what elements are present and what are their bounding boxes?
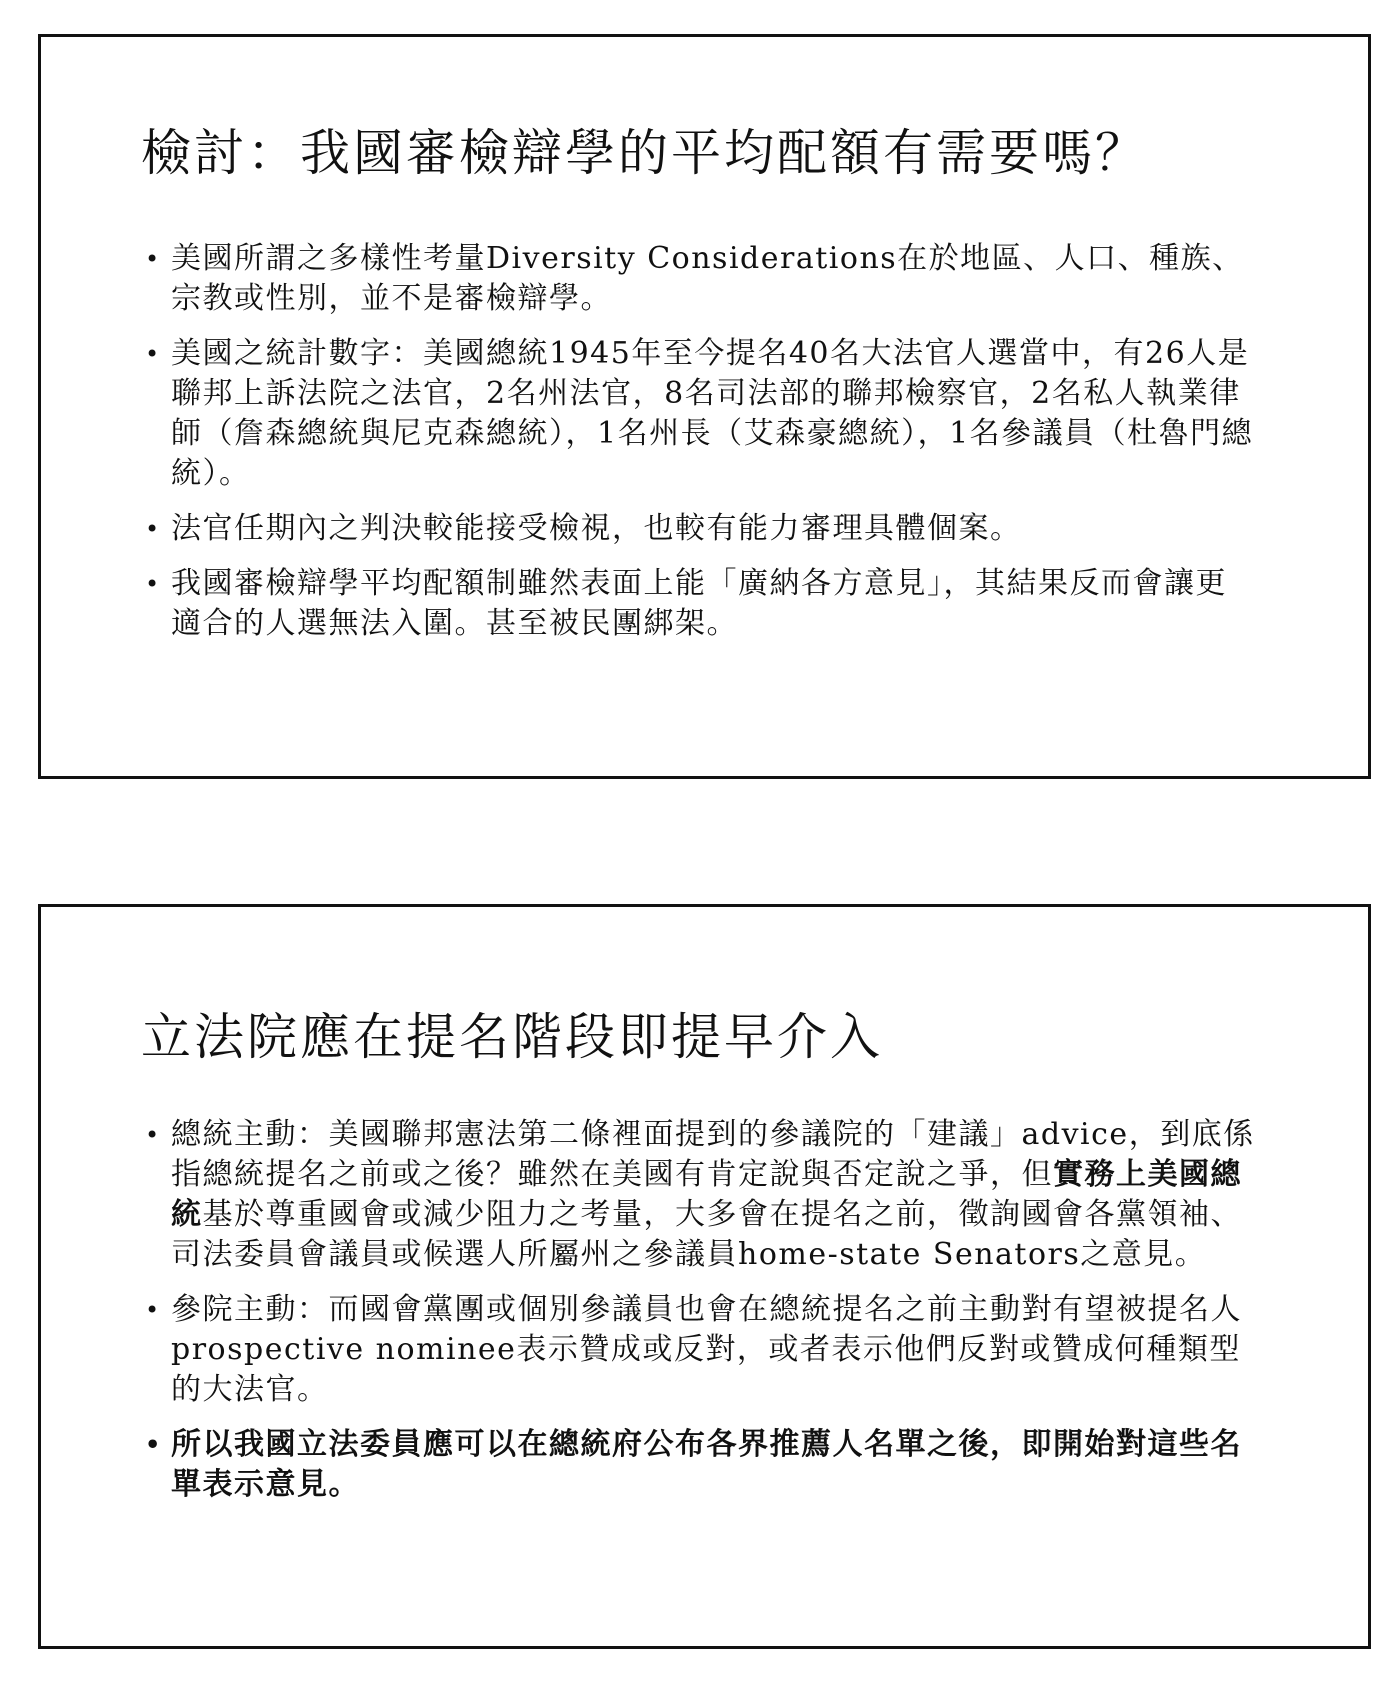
- slide-1-bullet-list: [141, 239, 1258, 659]
- slide-2-title: 立法院應在提名階段即提早介入: [141, 1008, 883, 1066]
- slide-2: [38, 904, 1371, 1649]
- bullet-item: [141, 1425, 1258, 1505]
- bullet-item: [141, 1290, 1258, 1410]
- bullet-text: 法官任期內之判決較能接受檢視，也較有能力審理具體個案。: [171, 511, 1022, 546]
- slide-2-bullet-list: [141, 1115, 1258, 1520]
- slide-1-title: 檢討：我國審檢辯學的平均配額有需要嗎？: [141, 124, 1148, 182]
- bullet-bold-text: 實務上美國總統: [171, 1157, 1242, 1232]
- bullet-dot-icon: •: [145, 1296, 161, 1324]
- bullet-dot-icon: •: [145, 1121, 161, 1149]
- bullet-dot-icon: •: [145, 245, 161, 273]
- bullet-text: 基於尊重國會或減少阻力之考量，大多會在提名之前，徵詢國會各黨領袖、司法委員會議員或候選人所屬州之參議員home-state Senators之意見。: [171, 1197, 1242, 1272]
- bullet-dot-icon: •: [145, 570, 161, 598]
- bullet-item: [141, 334, 1258, 494]
- slide-1: [38, 34, 1371, 779]
- bullet-dot-icon: •: [145, 515, 161, 543]
- bullet-text: 美國之統計數字：美國總統1945年至今提名40名大法官人選當中，有26人是聯邦上訴法院之法官，2名州法官，8名司法部的聯邦檢察官，2名私人執業律師（詹森總統與尼克森總統），1名州長（艾森豪總統），1名參議員（杜魯門總統）。: [171, 336, 1254, 491]
- bullet-text: 參院主動：而國會黨團或個別參議員也會在總統提名之前主動對有望被提名人prospective nominee表示贊成或反對，或者表示他們反對或贊成何種類型的大法官。: [171, 1292, 1242, 1407]
- bullet-dot-icon: •: [145, 1430, 162, 1459]
- bullet-item: [141, 239, 1258, 319]
- bullet-item: [141, 564, 1258, 644]
- bullet-text: 總統主動：美國聯邦憲法第二條裡面提到的參議院的「建議」advice，到底係指總統提名之前或之後？雖然在美國有肯定說與否定說之爭，但: [171, 1117, 1255, 1192]
- bullet-item: [141, 1115, 1258, 1275]
- bullet-bold-text: 所以我國立法委員應可以在總統府公布各界推薦人名單之後，即開始對這些名單表示意見。: [171, 1427, 1242, 1502]
- bullet-item: [141, 509, 1258, 549]
- bullet-text: 我國審檢辯學平均配額制雖然表面上能「廣納各方意見」，其結果反而會讓更適合的人選無法入圍。甚至被民團綁架。: [171, 566, 1227, 641]
- bullet-dot-icon: •: [145, 340, 161, 368]
- bullet-text: 美國所謂之多樣性考量Diversity Considerations在於地區、人口、種族、宗教或性別，並不是審檢辯學。: [171, 241, 1244, 316]
